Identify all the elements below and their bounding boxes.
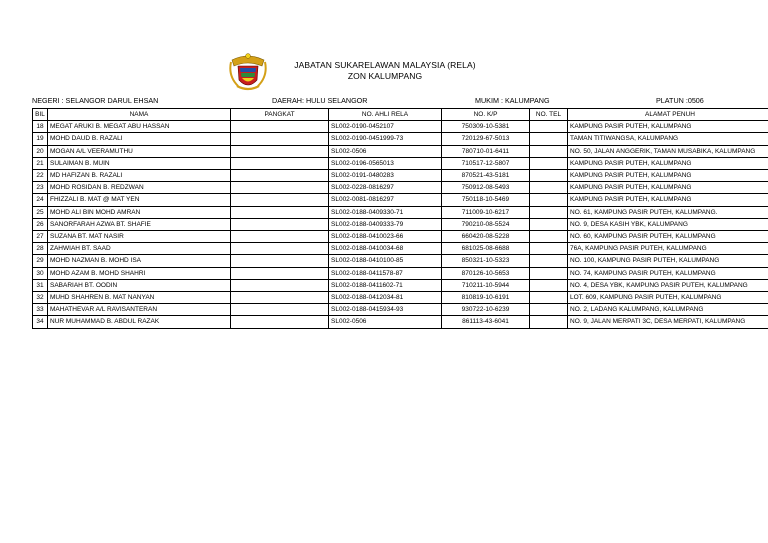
rank-cell bbox=[231, 255, 329, 267]
ic-number-cell: 711009-10-6217 bbox=[442, 206, 530, 218]
bil-cell: 18 bbox=[33, 121, 48, 133]
address-cell: NO. 61, KAMPUNG PASIR PUTEH, KALUMPANG. bbox=[568, 206, 768, 218]
column-header: NAMA bbox=[48, 109, 231, 121]
name-cell: MD HAFIZAN B. RAZALI bbox=[48, 170, 231, 182]
rela-number-cell: SL002-0190-0451999-73 bbox=[329, 133, 442, 145]
bil-cell: 28 bbox=[33, 243, 48, 255]
rank-cell bbox=[231, 145, 329, 157]
bil-cell: 19 bbox=[33, 133, 48, 145]
rela-number-cell: SL002-0188-0409333-79 bbox=[329, 218, 442, 230]
bil-cell: 25 bbox=[33, 206, 48, 218]
bil-cell: 21 bbox=[33, 157, 48, 169]
address-cell: NO. 100, KAMPUNG PASIR PUTEH, KALUMPANG bbox=[568, 255, 768, 267]
table-row bbox=[33, 157, 768, 169]
rela-number-cell: SL002-0191-0480283 bbox=[329, 170, 442, 182]
address-cell: KAMPUNG PASIR PUTEH, KALUMPANG bbox=[568, 170, 768, 182]
address-cell: TAMAN TITIWANGSA, KALUMPANG bbox=[568, 133, 768, 145]
table-row bbox=[33, 304, 768, 316]
name-cell: SUZANA BT. MAT NASIR bbox=[48, 231, 231, 243]
phone-cell bbox=[530, 231, 568, 243]
bil-cell: 24 bbox=[33, 194, 48, 206]
address-cell: NO. 4, DESA YBK, KAMPUNG PASIR PUTEH, KALUMPANG bbox=[568, 279, 768, 291]
phone-cell bbox=[530, 316, 568, 328]
phone-cell bbox=[530, 304, 568, 316]
ic-number-cell: 750309-10-5381 bbox=[442, 121, 530, 133]
phone-cell bbox=[530, 157, 568, 169]
table-row bbox=[33, 145, 768, 157]
bil-cell: 26 bbox=[33, 218, 48, 230]
table-row bbox=[33, 182, 768, 194]
rank-cell bbox=[231, 206, 329, 218]
table-row bbox=[33, 170, 768, 182]
name-cell: MOHD NAZMAN B. MOHD ISA bbox=[48, 255, 231, 267]
ic-number-cell: 750118-10-5469 bbox=[442, 194, 530, 206]
table-row bbox=[33, 267, 768, 279]
address-cell: NO. 2, LADANG KALUMPANG, KALUMPANG bbox=[568, 304, 768, 316]
rank-cell bbox=[231, 304, 329, 316]
rela-number-cell: SL002-0081-0816297 bbox=[329, 194, 442, 206]
rela-number-cell: SL002-0188-0411602-71 bbox=[329, 279, 442, 291]
rela-number-cell: SL002-0188-0411578-87 bbox=[329, 267, 442, 279]
address-cell: NO. 74, KAMPUNG PASIR PUTEH, KALUMPANG bbox=[568, 267, 768, 279]
negeri-label: NEGERI : SELANGOR DARUL EHSAN bbox=[32, 96, 159, 105]
mukim-label: MUKIM : KALUMPANG bbox=[475, 96, 550, 105]
ic-number-cell: 750912-08-5493 bbox=[442, 182, 530, 194]
ic-number-cell: 660420-08-5228 bbox=[442, 231, 530, 243]
address-cell: KAMPUNG PASIR PUTEH, KALUMPANG bbox=[568, 121, 768, 133]
name-cell: NUR MUHAMMAD B. ABDUL RAZAK bbox=[48, 316, 231, 328]
phone-cell bbox=[530, 145, 568, 157]
column-header: BIL bbox=[33, 109, 48, 121]
ic-number-cell: 720129-67-5013 bbox=[442, 133, 530, 145]
phone-cell bbox=[530, 218, 568, 230]
phone-cell bbox=[530, 255, 568, 267]
name-cell: MOHD ALI BIN MOHD AMRAN bbox=[48, 206, 231, 218]
column-header: NO. TEL bbox=[530, 109, 568, 121]
rela-number-cell: SL002-0188-0415934-93 bbox=[329, 304, 442, 316]
name-cell: MUHD SHAHREN B. MAT NANYAN bbox=[48, 292, 231, 304]
table-body bbox=[33, 121, 768, 328]
phone-cell bbox=[530, 267, 568, 279]
address-cell: KAMPUNG PASIR PUTEH, KALUMPANG bbox=[568, 194, 768, 206]
phone-cell bbox=[530, 279, 568, 291]
address-cell: LOT. 609, KAMPUNG PASIR PUTEH, KALUMPANG bbox=[568, 292, 768, 304]
name-cell: ZAHWIAH BT. SAAD bbox=[48, 243, 231, 255]
rank-cell bbox=[231, 243, 329, 255]
table-row bbox=[33, 194, 768, 206]
rank-cell bbox=[231, 182, 329, 194]
bil-cell: 20 bbox=[33, 145, 48, 157]
bil-cell: 22 bbox=[33, 170, 48, 182]
address-cell: NO. 50, JALAN ANGGERIK, TAMAN MUSABIKA, KALUMPANG bbox=[568, 145, 768, 157]
rela-number-cell: SL002-0188-0410034-68 bbox=[329, 243, 442, 255]
table-row bbox=[33, 243, 768, 255]
ic-number-cell: 861113-43-6041 bbox=[442, 316, 530, 328]
name-cell: MAHATHEVAR A/L RAVISANTERAN bbox=[48, 304, 231, 316]
daerah-label: DAERAH: HULU SELANGOR bbox=[272, 96, 368, 105]
bil-cell: 27 bbox=[33, 231, 48, 243]
rank-cell bbox=[231, 218, 329, 230]
rank-cell bbox=[231, 121, 329, 133]
rela-number-cell: SL002-0188-0409330-71 bbox=[329, 206, 442, 218]
phone-cell bbox=[530, 182, 568, 194]
table-row bbox=[33, 279, 768, 291]
rank-cell bbox=[231, 279, 329, 291]
name-cell: MOHD ROSIDAN B. REDZWAN bbox=[48, 182, 231, 194]
address-cell: NO. 9, DESA KASIH YBK, KALUMPANG bbox=[568, 218, 768, 230]
name-cell: MEGAT ARUKI B. MEGAT ABU HASSAN bbox=[48, 121, 231, 133]
address-cell: 76A, KAMPUNG PASIR PUTEH, KALUMPANG bbox=[568, 243, 768, 255]
address-cell: NO. 9, JALAN MERPATI 3C, DESA MERPATI, KALUMPANG bbox=[568, 316, 768, 328]
table-row bbox=[33, 231, 768, 243]
table-row bbox=[33, 292, 768, 304]
rela-number-cell: SL002-0190-0452107 bbox=[329, 121, 442, 133]
phone-cell bbox=[530, 243, 568, 255]
name-cell: MOHD AZAM B. MOHD SHAHRI bbox=[48, 267, 231, 279]
rela-number-cell: SL002-0506 bbox=[329, 145, 442, 157]
column-header: PANGKAT bbox=[231, 109, 329, 121]
bil-cell: 32 bbox=[33, 292, 48, 304]
document-title: JABATAN SUKARELAWAN MALAYSIA (RELA) bbox=[294, 60, 476, 70]
name-cell: MOGAN A/L VEERAMUTHU bbox=[48, 145, 231, 157]
column-header: ALAMAT PENUH bbox=[568, 109, 768, 121]
bil-cell: 23 bbox=[33, 182, 48, 194]
column-header: NO. AHLI RELA bbox=[329, 109, 442, 121]
rank-cell bbox=[231, 316, 329, 328]
address-cell: KAMPUNG PASIR PUTEH, KALUMPANG bbox=[568, 157, 768, 169]
name-cell: MOHD DAUD B. RAZALI bbox=[48, 133, 231, 145]
rela-number-cell: SL002-0188-0410100-85 bbox=[329, 255, 442, 267]
rank-cell bbox=[231, 231, 329, 243]
table-row bbox=[33, 121, 768, 133]
rank-cell bbox=[231, 170, 329, 182]
phone-cell bbox=[530, 292, 568, 304]
table-header-row bbox=[33, 109, 768, 121]
member-table bbox=[32, 108, 768, 329]
document-subtitle: ZON KALUMPANG bbox=[347, 71, 423, 81]
ic-number-cell: 850321-10-5323 bbox=[442, 255, 530, 267]
ic-number-cell: 870521-43-5181 bbox=[442, 170, 530, 182]
rela-number-cell: SL002-0506 bbox=[329, 316, 442, 328]
rank-cell bbox=[231, 292, 329, 304]
ic-number-cell: 870126-10-5653 bbox=[442, 267, 530, 279]
name-cell: FHIZZALI B. MAT @ MAT YEN bbox=[48, 194, 231, 206]
ic-number-cell: 681025-08-6688 bbox=[442, 243, 530, 255]
name-cell: SANORFARAH AZWA BT. SHAFIE bbox=[48, 218, 231, 230]
bil-cell: 29 bbox=[33, 255, 48, 267]
phone-cell bbox=[530, 194, 568, 206]
phone-cell bbox=[530, 121, 568, 133]
rela-number-cell: SL002-0188-0410023-66 bbox=[329, 231, 442, 243]
rela-number-cell: SL002-0228-0816297 bbox=[329, 182, 442, 194]
ic-number-cell: 810819-10-6191 bbox=[442, 292, 530, 304]
bil-cell: 33 bbox=[33, 304, 48, 316]
rela-number-cell: SL002-0188-0412034-81 bbox=[329, 292, 442, 304]
table-row bbox=[33, 316, 768, 328]
table-row bbox=[33, 206, 768, 218]
ic-number-cell: 710517-12-5807 bbox=[442, 157, 530, 169]
ic-number-cell: 780710-01-6411 bbox=[442, 145, 530, 157]
table-row bbox=[33, 218, 768, 230]
rank-cell bbox=[231, 194, 329, 206]
column-header: NO. K/P bbox=[442, 109, 530, 121]
bil-cell: 34 bbox=[33, 316, 48, 328]
rank-cell bbox=[231, 133, 329, 145]
name-cell: SABARIAH BT. OODIN bbox=[48, 279, 231, 291]
address-cell: NO. 60, KAMPUNG PASIR PUTEH, KALUMPANG bbox=[568, 231, 768, 243]
address-cell: KAMPUNG PASIR PUTEH, KALUMPANG bbox=[568, 182, 768, 194]
phone-cell bbox=[530, 206, 568, 218]
platun-label: PLATUN :0506 bbox=[656, 96, 704, 105]
bil-cell: 31 bbox=[33, 279, 48, 291]
rank-cell bbox=[231, 157, 329, 169]
phone-cell bbox=[530, 133, 568, 145]
rank-cell bbox=[231, 267, 329, 279]
ic-number-cell: 930722-10-6239 bbox=[442, 304, 530, 316]
ic-number-cell: 710211-10-5944 bbox=[442, 279, 530, 291]
phone-cell bbox=[530, 170, 568, 182]
rela-number-cell: SL002-0196-0565013 bbox=[329, 157, 442, 169]
name-cell: SULAIMAN B. MUIN bbox=[48, 157, 231, 169]
bil-cell: 30 bbox=[33, 267, 48, 279]
table-row bbox=[33, 133, 768, 145]
ic-number-cell: 790210-08-5524 bbox=[442, 218, 530, 230]
table-row bbox=[33, 255, 768, 267]
